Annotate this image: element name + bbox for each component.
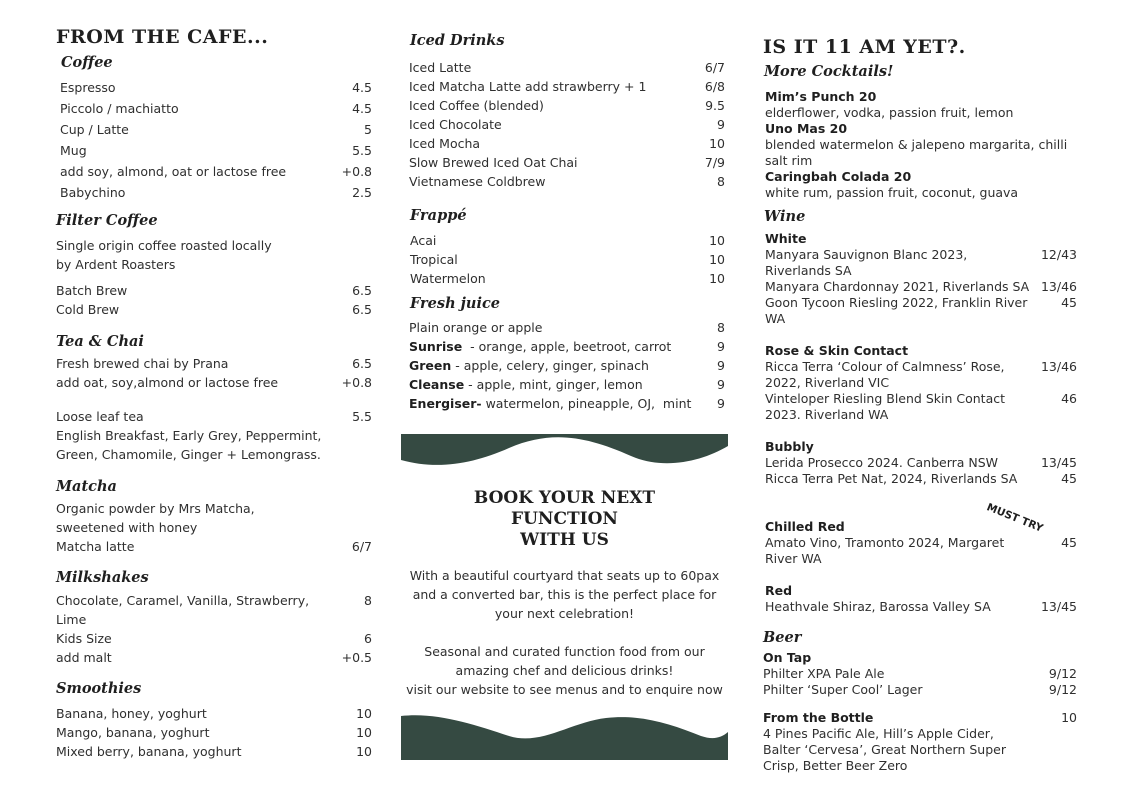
wave-divider-top xyxy=(401,434,728,472)
cocktail-name: Caringbah Colada 20 xyxy=(765,169,912,184)
menu-item xyxy=(60,98,372,119)
beer-heading: Beer xyxy=(763,629,802,646)
wine-category: Rose & Skin Contact xyxy=(765,343,909,358)
wine-origin: WA xyxy=(765,311,786,326)
menu-item xyxy=(410,269,725,288)
wave-top-shape xyxy=(401,434,728,465)
filter-desc: by Ardent Roasters xyxy=(56,257,176,272)
menu-item xyxy=(56,742,372,761)
wine-heading: Wine xyxy=(764,208,806,225)
menu-item xyxy=(56,373,372,392)
item-price: 4.5 xyxy=(352,101,372,116)
cocktail-desc: white rum, passion fruit, coconut, guava xyxy=(765,185,1019,200)
item-name: Slow Brewed Iced Oat Chai xyxy=(409,155,578,170)
item-name: Loose leaf tea xyxy=(56,409,144,424)
menu-item xyxy=(56,629,372,648)
item-name: Acai xyxy=(410,233,437,248)
item-price: 45 xyxy=(1061,535,1077,550)
fresh-juice-list xyxy=(409,318,725,413)
menu-item xyxy=(409,153,725,172)
item-name: Tropical xyxy=(410,252,458,267)
milkshakes-section xyxy=(56,591,372,667)
wine-name: Vinteloper Riesling Blend Skin Contact xyxy=(765,391,1006,406)
item-price: 5 xyxy=(364,122,372,137)
function-heading-line: WITH US xyxy=(520,530,609,550)
item-name: Cold Brew xyxy=(56,302,120,317)
cocktails-heading: More Cocktails! xyxy=(764,63,894,80)
juice-name: Energiser- xyxy=(409,396,482,411)
iced-drinks-heading: Iced Drinks xyxy=(410,32,505,49)
wine-category: White xyxy=(765,231,807,246)
wine-item xyxy=(765,599,1077,615)
must-try-badge: MUST TRY xyxy=(984,501,1045,535)
wine-name: Ricca Terra Pet Nat, 2024, Riverlands SA xyxy=(765,471,1018,486)
item-name: Cup / Latte xyxy=(60,122,129,137)
beer-item xyxy=(763,666,1077,682)
function-heading-line: BOOK YOUR NEXT xyxy=(473,488,656,508)
wine-origin: 2022, Riverland VIC xyxy=(765,375,890,390)
item-price: 9/12 xyxy=(1048,666,1077,681)
iced-drinks-list xyxy=(409,58,725,191)
menu-item xyxy=(409,96,725,115)
wine-origin: 2023. Riverland WA xyxy=(765,407,889,422)
wine-red xyxy=(765,583,1077,615)
menu-item xyxy=(409,77,725,96)
item-price: 13/45 xyxy=(1040,599,1077,614)
matcha-heading: Matcha xyxy=(56,478,117,495)
tea-varieties: Green, Chamomile, Ginger + Lemongrass. xyxy=(56,447,321,462)
menu-item xyxy=(56,407,372,426)
menu-item xyxy=(409,394,725,413)
wine-bubbly xyxy=(765,439,1077,487)
item-price: 10 xyxy=(709,271,725,286)
item-price: 9.5 xyxy=(705,98,725,113)
menu-item xyxy=(409,337,725,356)
item-name: Mug xyxy=(60,143,87,158)
item-name: Matcha latte xyxy=(56,539,135,554)
menu-item xyxy=(60,161,372,182)
wine-item xyxy=(765,295,1077,327)
item-price: 6/8 xyxy=(704,79,725,94)
item-price: 45 xyxy=(1061,471,1077,486)
menu-item xyxy=(56,704,372,723)
menu-item xyxy=(409,375,725,394)
item-name: Vietnamese Coldbrew xyxy=(409,174,546,189)
juice-desc: watermelon, pineapple, OJ, mint xyxy=(481,396,692,411)
fresh-juice-heading: Fresh juice xyxy=(410,295,501,312)
juice-name: Cleanse xyxy=(409,377,465,392)
menu-item xyxy=(409,115,725,134)
item-name: Iced Chocolate xyxy=(409,117,502,132)
cocktail-name: Uno Mas 20 xyxy=(765,121,848,136)
beer-bottle xyxy=(763,710,1077,774)
beer-category: From the Bottle xyxy=(763,710,874,725)
function-heading xyxy=(401,488,728,551)
item-price: 12/43 xyxy=(1040,247,1077,262)
cocktail-desc: salt rim xyxy=(765,153,813,168)
function-text: and a converted bar, this is the perfect place for xyxy=(412,587,717,602)
function-text: amazing chef and delicious drinks! xyxy=(455,663,674,678)
item-price: 8 xyxy=(717,320,725,335)
item-price: 5.5 xyxy=(352,143,372,158)
menu-item xyxy=(409,134,725,153)
menu-item xyxy=(409,172,725,191)
juice-desc: - apple, celery, ginger, spinach xyxy=(451,358,649,373)
item-name: add oat, soy,almond or lactose free xyxy=(56,375,279,390)
juice-name: Sunrise xyxy=(409,339,463,354)
cocktail-name: Mim’s Punch 20 xyxy=(765,89,877,104)
function-text: visit our website to see menus and to enquire now xyxy=(406,682,723,697)
menu-item xyxy=(56,723,372,742)
wine-category: Bubbly xyxy=(765,439,814,454)
wine-item xyxy=(765,247,1077,279)
filter-desc: Single origin coffee roasted locally xyxy=(56,238,272,253)
item-price: 9 xyxy=(717,396,725,411)
frappe-heading: Frappé xyxy=(410,207,467,224)
cocktail-desc: elderflower, vodka, passion fruit, lemon xyxy=(765,105,1014,120)
wine-item xyxy=(765,279,1077,295)
wine-item xyxy=(765,359,1077,391)
item-price: 5.5 xyxy=(352,409,372,424)
wine-item xyxy=(765,471,1077,487)
wine-name: Heathvale Shiraz, Barossa Valley SA xyxy=(765,599,991,614)
menu-item xyxy=(410,250,725,269)
juice-desc: - orange, apple, beetroot, carrot xyxy=(462,339,672,354)
smoothies-section xyxy=(56,704,372,761)
item-price: 6/7 xyxy=(351,539,372,554)
menu-item xyxy=(409,58,725,77)
matcha-desc: sweetened with honey xyxy=(56,520,198,535)
juice-desc: - apple, mint, ginger, lemon xyxy=(464,377,643,392)
wine-origin: River WA xyxy=(765,551,822,566)
item-price: +0.5 xyxy=(341,650,372,665)
item-price: 13/46 xyxy=(1040,279,1077,294)
item-price: 45 xyxy=(1061,295,1077,310)
tea-section xyxy=(56,354,372,464)
beer-item xyxy=(763,682,1077,698)
wine-name: Goon Tycoon Riesling 2022, Franklin River xyxy=(765,295,1028,310)
menu-item xyxy=(56,300,372,319)
menu-item xyxy=(56,281,372,300)
wine-item xyxy=(765,535,1077,567)
item-price: 9 xyxy=(717,339,725,354)
item-name: Iced Matcha Latte add strawberry + 1 xyxy=(409,79,647,94)
menu-item xyxy=(56,354,372,373)
item-price: 13/46 xyxy=(1040,359,1077,374)
item-name: Mixed berry, banana, yoghurt xyxy=(56,744,242,759)
item-name: Espresso xyxy=(60,80,116,95)
wave-divider-bottom xyxy=(401,712,728,760)
filter-coffee-section xyxy=(56,236,372,319)
item-price: 2.5 xyxy=(352,185,372,200)
juice-desc: Plain orange or apple xyxy=(409,320,543,335)
beer-list-text: Crisp, Better Beer Zero xyxy=(763,758,908,773)
item-name: Iced Coffee (blended) xyxy=(409,98,544,113)
bar-title: IS IT 11 AM YET?. xyxy=(763,36,966,58)
wine-category: Red xyxy=(765,583,793,598)
wine-name: Amato Vino, Tramonto 2024, Margaret xyxy=(765,535,1005,550)
wine-name: Lerida Prosecco 2024. Canberra NSW xyxy=(765,455,999,470)
function-text: With a beautiful courtyard that seats up to 60pax xyxy=(409,568,720,583)
wine-rose xyxy=(765,343,1077,423)
item-price: 10 xyxy=(709,136,725,151)
menu-item xyxy=(56,648,372,667)
smoothies-heading: Smoothies xyxy=(56,680,142,697)
juice-name: Green xyxy=(409,358,452,373)
filter-coffee-heading: Filter Coffee xyxy=(56,212,158,229)
item-price: 6/7 xyxy=(704,60,725,75)
item-price: 4.5 xyxy=(352,80,372,95)
beer-name: Philter ‘Super Cool’ Lager xyxy=(763,682,923,697)
menu-item xyxy=(60,119,372,140)
beer-category-row xyxy=(763,710,1077,726)
tea-heading: Tea & Chai xyxy=(56,333,144,350)
item-name: Kids Size xyxy=(56,631,112,646)
menu-item xyxy=(409,356,725,375)
item-price: 10 xyxy=(709,233,725,248)
frappe-list xyxy=(410,231,725,288)
item-name: Mango, banana, yoghurt xyxy=(56,725,210,740)
matcha-section xyxy=(56,499,372,556)
function-text: your next celebration! xyxy=(494,606,635,621)
function-text: Seasonal and curated function food from our xyxy=(424,644,705,659)
item-price: 46 xyxy=(1061,391,1077,406)
function-heading-line: FUNCTION xyxy=(511,509,618,529)
beer-category: On Tap xyxy=(763,650,812,665)
item-price: 6.5 xyxy=(352,302,372,317)
item-name: Piccolo / machiatto xyxy=(60,101,179,116)
item-price: 8 xyxy=(717,174,725,189)
wine-category: Chilled Red xyxy=(765,519,845,534)
function-body xyxy=(401,566,728,699)
beer-on-tap xyxy=(763,650,1077,698)
item-name: Watermelon xyxy=(410,271,486,286)
tea-varieties: English Breakfast, Early Grey, Peppermint, xyxy=(56,428,322,443)
item-price: +0.8 xyxy=(341,375,372,390)
item-name: Chocolate, Caramel, Vanilla, Strawberry, Lime xyxy=(56,593,310,627)
item-name: Iced Mocha xyxy=(409,136,481,151)
coffee-heading: Coffee xyxy=(61,54,113,71)
menu-item xyxy=(56,591,372,629)
wine-item xyxy=(765,391,1077,423)
item-price: 9 xyxy=(717,358,725,373)
item-price: 9 xyxy=(717,377,725,392)
item-price: 10 xyxy=(356,725,372,740)
item-price: 6.5 xyxy=(352,283,372,298)
item-price: 8 xyxy=(364,593,372,608)
coffee-list xyxy=(60,77,372,203)
milkshakes-heading: Milkshakes xyxy=(56,569,149,586)
wine-item xyxy=(765,455,1077,471)
cafe-title: FROM THE CAFE... xyxy=(56,26,269,48)
item-price: +0.8 xyxy=(341,164,372,179)
wine-name: Ricca Terra ‘Colour of Calmness’ Rose, xyxy=(765,359,1005,374)
wine-white xyxy=(765,231,1077,327)
item-price: 7/9 xyxy=(704,155,725,170)
menu-item xyxy=(60,182,372,203)
item-price: 6.5 xyxy=(352,356,372,371)
item-name: Banana, honey, yoghurt xyxy=(56,706,207,721)
item-price: 13/45 xyxy=(1040,455,1077,470)
beer-name: Philter XPA Pale Ale xyxy=(763,666,885,681)
item-price: 10 xyxy=(709,252,725,267)
menu-item xyxy=(409,318,725,337)
item-name: add malt xyxy=(56,650,112,665)
wine-name: Manyara Sauvignon Blanc 2023, xyxy=(765,247,968,262)
wave-bottom-shape xyxy=(401,715,728,760)
item-price: 9/12 xyxy=(1048,682,1077,697)
item-price: 10 xyxy=(1061,710,1077,725)
menu-item xyxy=(60,140,372,161)
matcha-desc: Organic powder by Mrs Matcha, xyxy=(56,501,255,516)
beer-list-text: 4 Pines Pacific Ale, Hill’s Apple Cider, xyxy=(763,726,994,741)
wine-name: Manyara Chardonnay 2021, Riverlands SA xyxy=(765,279,1030,294)
item-name: Fresh brewed chai by Prana xyxy=(56,356,229,371)
wine-origin: Riverlands SA xyxy=(765,263,852,278)
item-price: 9 xyxy=(717,117,725,132)
cocktails-list xyxy=(765,89,1081,201)
item-price: 6 xyxy=(364,631,372,646)
item-price: 10 xyxy=(356,744,372,759)
item-name: Batch Brew xyxy=(56,283,128,298)
cocktail-desc: blended watermelon & jalepeno margarita, chilli xyxy=(765,137,1068,152)
menu-item xyxy=(410,231,725,250)
item-name: Iced Latte xyxy=(409,60,472,75)
menu-item xyxy=(60,77,372,98)
beer-list-text: Balter ‘Cervesa’, Great Northern Super xyxy=(763,742,1006,757)
item-price: 10 xyxy=(356,706,372,721)
item-name: Babychino xyxy=(60,185,126,200)
item-name: add soy, almond, oat or lactose free xyxy=(60,164,287,179)
menu-item xyxy=(56,537,372,556)
